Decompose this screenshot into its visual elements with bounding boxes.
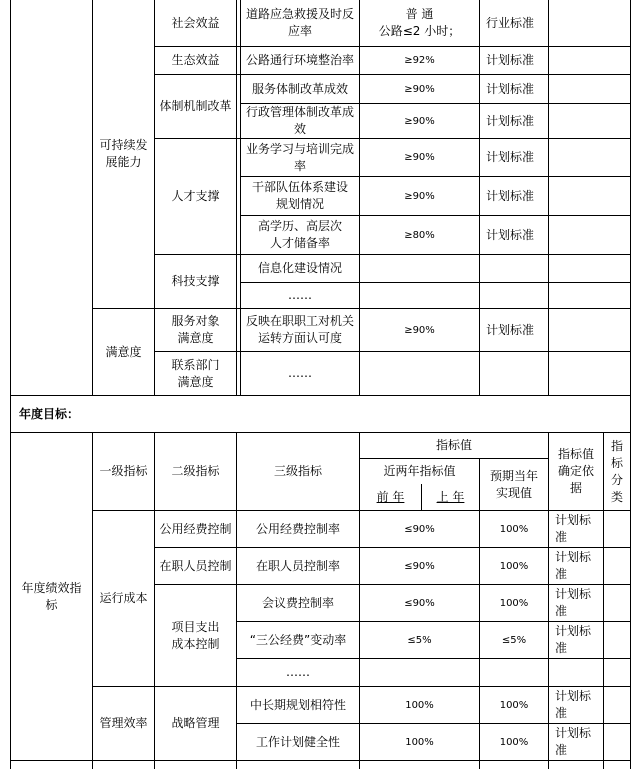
indicator-cell: …… [288,366,312,380]
recent-value-cell: ≤90% [404,597,435,609]
indicator-cell: 反映在职职工对机关 运转方面认可度 [245,314,354,345]
indicator-cell: 道路应急救援及时反 应率 [245,7,354,38]
header-level1: 一级指标 [99,464,148,478]
recent-value-cell: ≤90% [404,560,435,572]
expected-value-cell: 100% [499,597,529,609]
value-cell: ≥92% [404,55,435,66]
recent-value-cell: 100% [405,699,434,711]
basis-cell: 计划标 准 [555,689,592,720]
recent-value-cell: 100% [405,736,434,748]
header-last-year: 上 年 [436,490,465,504]
basis-cell: 计划标 准 [555,726,592,757]
l2-ecological-benefit: 生态效益 [171,53,220,67]
l2-contact-satisfaction: 联系部门 满意度 [171,357,220,389]
indicator-cell: 干部队伍体系建设 规划情况 [251,180,348,211]
expected-value-cell: 100% [499,699,529,711]
recent-value-cell [360,659,479,686]
l2-social-benefit: 社会效益 [171,15,220,30]
basis-cell [480,255,548,282]
value-cell: ≥90% [404,115,435,127]
value-cell: ≥90% [404,83,435,95]
indicator-cell: 工作计划健全性 [255,734,340,749]
indicator-cell: 在职人员控制率 [255,558,340,573]
annual-goal-label: 年度目标： [19,406,80,421]
indicator-cell: …… [288,288,312,302]
l2-staff-control: 在职人员控制 [159,558,232,573]
indicator-cell: 行政管理体制改革成 效 [245,105,354,136]
header-prev-year: 前 年 [376,490,405,504]
header-expected-value: 预期当年 实现值 [489,468,538,500]
indicator-cell: 信息化建设情况 [257,261,342,275]
l2-service-satisfaction: 服务对象 满意度 [171,314,220,345]
indicator-cell: “三公经费”变动率 [249,632,347,647]
indicator-cell: 服务体制改革成效 [251,81,348,96]
l1-operating-cost: 运行成本 [99,591,148,605]
value-cell: ≥90% [404,324,435,336]
l2-tech-support: 科技支撑 [171,274,220,288]
expected-value-cell: ≤5% [501,634,527,646]
indicator-cell: 会议费控制率 [261,595,334,610]
indicator-cell: 高学历、高层次 人才储备率 [257,219,342,250]
l2-project-cost: 项目支出 成本控制 [171,619,220,651]
header-basis: 指标值 确定依 据 [557,447,594,495]
value-cell: ≥90% [404,190,435,202]
l1-satisfaction: 满意度 [105,344,142,359]
l1-sustainability: 可持续发 展能力 [99,138,148,169]
value-cell: 普 通 公路≤2 小时； [378,7,461,38]
basis-cell: 行业标准 [486,15,535,30]
basis-cell: 计划标准 [486,113,535,128]
indicator-cell: …… [286,665,310,679]
basis-cell [549,659,603,686]
basis-cell: 计划标 准 [555,550,592,581]
recent-value-cell: ≤90% [404,523,435,535]
value-cell [360,283,479,308]
l1-management-efficiency: 管理效率 [99,716,148,730]
indicator-cell: 业务学习与培训完成 率 [245,141,354,173]
expected-value-cell: 100% [499,560,529,572]
basis-cell: 计划标准 [486,53,535,67]
header-category: 指 标 分 类 [610,438,623,504]
indicator-cell: 中长期规划相符性 [249,697,346,712]
header-level2: 二级指标 [171,464,220,478]
indicator-cell: 公用经费控制率 [255,521,340,536]
basis-cell: 计划标 准 [555,513,592,544]
header-level3: 三级指标 [273,464,322,478]
basis-cell: 计划标 准 [555,587,592,618]
l2-system-reform: 体制机制改革 [159,99,232,113]
basis-cell: 计划标 准 [555,624,592,655]
value-cell: ≥80% [404,229,435,241]
basis-cell: 计划标准 [486,227,535,242]
header-indicator-value: 指标值 [435,438,472,452]
basis-cell [480,283,548,308]
basis-cell: 计划标准 [486,188,535,203]
value-cell: ≥90% [404,152,435,163]
basis-cell: 计划标准 [486,322,535,337]
expected-value-cell: 100% [499,523,529,535]
l2-public-expense: 公用经费控制 [159,521,232,536]
indicator-cell: 公路通行环境整治率 [245,53,354,67]
value-cell [360,352,479,395]
recent-value-cell: ≤5% [407,634,432,646]
value-cell [360,255,479,282]
expected-value-cell [480,659,548,686]
annual-performance-label: 年度绩效指 标 [21,580,82,612]
basis-cell: 计划标准 [486,81,535,96]
l2-strategy-management: 战略管理 [171,716,220,730]
basis-cell [480,352,548,395]
basis-cell: 计划标准 [486,150,535,164]
expected-value-cell: 100% [499,736,529,748]
l2-talent-support: 人才支撑 [171,189,220,203]
header-recent-two-years: 近两年指标值 [383,464,456,478]
